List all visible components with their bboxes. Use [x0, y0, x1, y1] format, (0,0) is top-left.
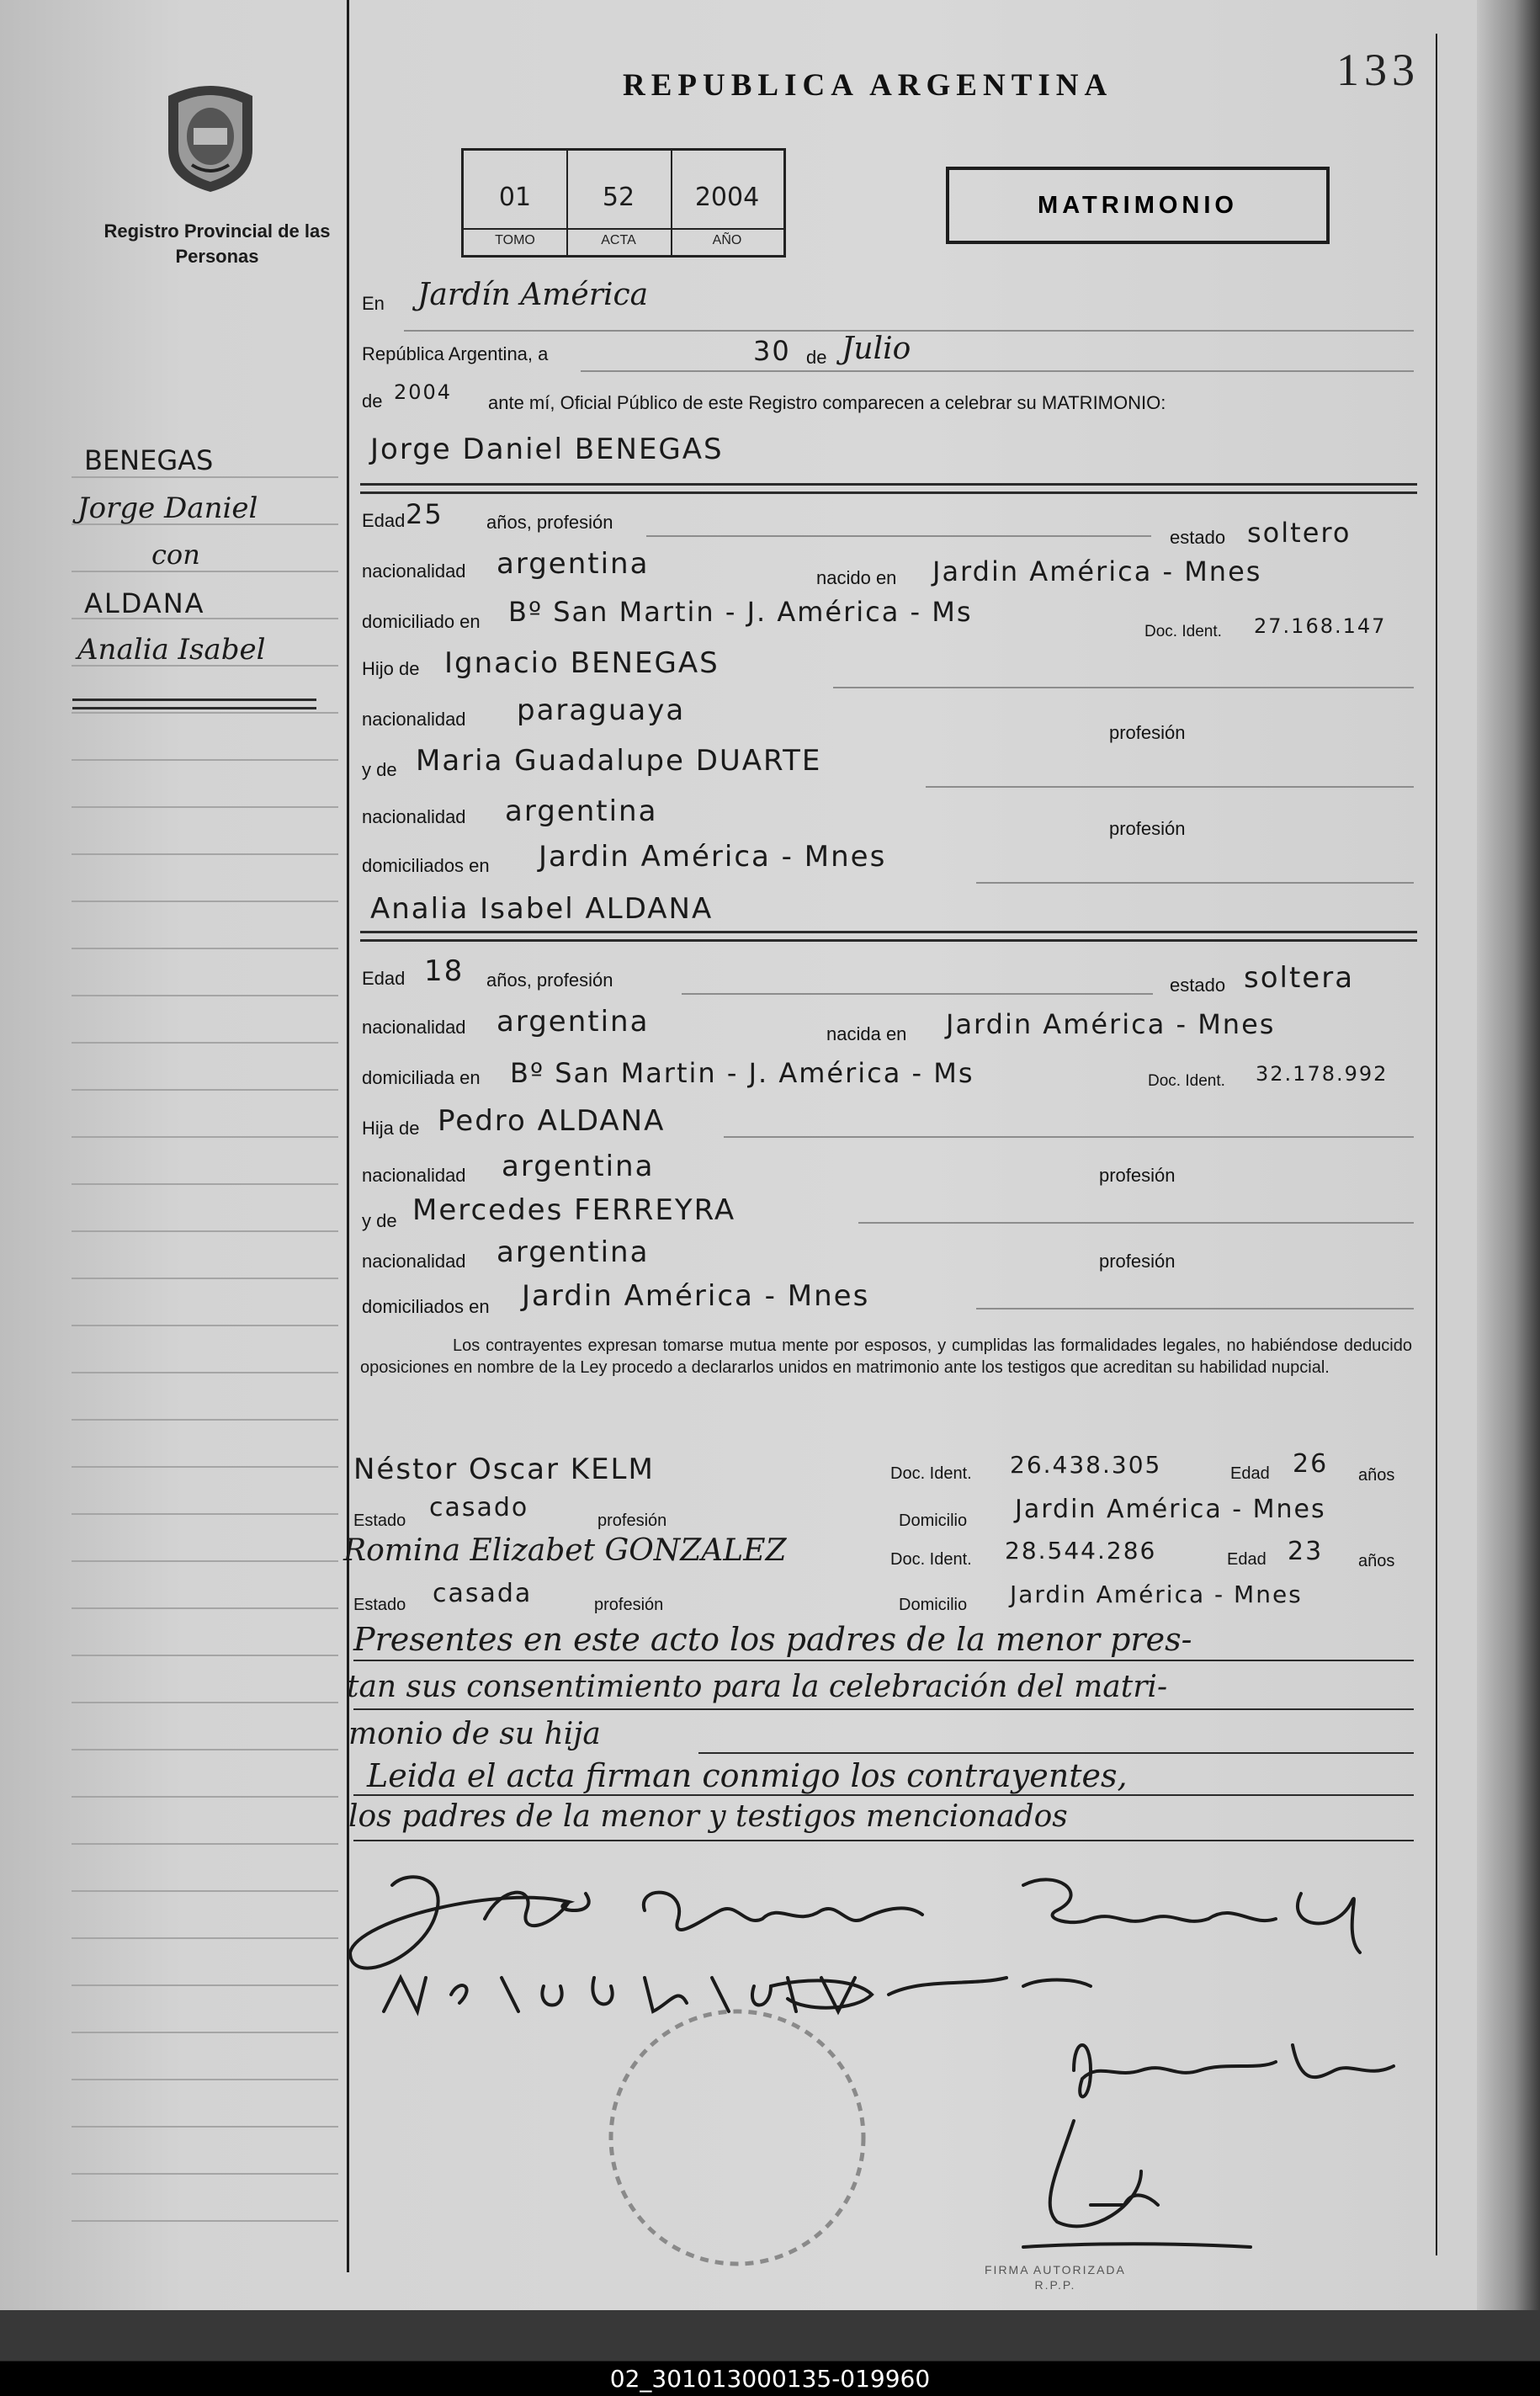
edad-label: Edad: [362, 968, 406, 989]
form-rule: [353, 1660, 1414, 1661]
bride-parents-domicile: Jardin América - Mnes: [522, 1279, 870, 1313]
stamp-footer: FIRMA AUTORIZADA R.P.P.: [985, 2263, 1126, 2292]
acta-value: 52: [602, 183, 635, 212]
record-type-box: MATRIMONIO: [946, 167, 1330, 244]
margin-rule-line: [72, 2220, 338, 2222]
margin-note-line: BENEGAS: [84, 444, 214, 476]
margin-rule-line: [72, 1796, 338, 1798]
groom-mother-name: Maria Guadalupe DUARTE: [416, 744, 822, 778]
bride-father-name: Pedro ALDANA: [438, 1104, 666, 1138]
doc-ident-label: Doc. Ident.: [890, 1550, 972, 1569]
margin-rule-line: [72, 1890, 338, 1892]
margin-rule-line: [72, 900, 338, 902]
estado-label: estado: [1170, 527, 1226, 548]
provincial-emblem-icon: [158, 77, 263, 195]
register-reference-box: [461, 148, 786, 258]
groom-doc: 27.168.147: [1254, 614, 1387, 638]
witness-1-name: Néstor Oscar KELM: [353, 1453, 655, 1486]
signature-mercedes-ferreyra: [1074, 2045, 1394, 2096]
form-rule: [833, 687, 1414, 688]
bride-doc: 32.178.992: [1256, 1062, 1389, 1086]
witness-1-domicile: Jardin América - Mnes: [1015, 1495, 1326, 1524]
groom-father-name: Ignacio BENEGAS: [444, 646, 720, 680]
bride-father-nationality: argentina: [502, 1150, 655, 1183]
margin-rule-line: [72, 712, 338, 714]
signature-area: [333, 1851, 1436, 2289]
margin-rule-line: [72, 2032, 338, 2033]
estado-label: estado: [1170, 975, 1226, 996]
margin-rule-line: [72, 1655, 338, 1656]
en-label: En: [362, 293, 385, 314]
nacionalidad-label: nacionalidad: [362, 1165, 466, 1186]
margin-rule-line: [72, 1278, 338, 1279]
form-rule: [353, 1840, 1414, 1841]
hijo-de-label: Hijo de: [362, 658, 420, 679]
declaration-text: Los contrayentes expresan tomarse mutua mente por esposos, y cumplidas las formalidades legales, no habiéndose deducido oposiciones en nombre de la Ley procedo a declararlos unidos en matrimonio ante los testigos que acreditan su habilidad nupcial.: [360, 1336, 1412, 1377]
witness-2-age: 23: [1288, 1537, 1324, 1566]
witness-1-status: casado: [429, 1493, 529, 1522]
margin-rule-line: [72, 759, 338, 761]
page-number: 133: [1336, 45, 1420, 95]
acta-label: ACTA: [566, 228, 671, 248]
form-rule: [360, 939, 1417, 942]
form-rule: [698, 1752, 1414, 1754]
nacida-en-label: nacida en: [826, 1023, 907, 1044]
anio-cell: [671, 151, 783, 255]
month-value: Julio: [842, 332, 911, 366]
republica-label: República Argentina, a: [362, 343, 549, 364]
groom-parents-domicile: Jardin América - Mnes: [539, 840, 887, 874]
note-line: monio de su hija: [348, 1717, 601, 1751]
margin-note-line: con: [151, 539, 200, 571]
margin-rule-line: [72, 571, 338, 572]
margin-rule-line: [72, 1702, 338, 1703]
groom-name: Jorge Daniel BENEGAS: [370, 433, 724, 466]
anio-value: 2004: [694, 183, 760, 212]
nacionalidad-label: nacionalidad: [362, 709, 466, 730]
bottom-shadow: [0, 2310, 1540, 2361]
form-rule: [858, 1222, 1414, 1224]
domiciliada-en-label: domiciliada en: [362, 1067, 481, 1088]
domicilio-label: Domicilio: [899, 1511, 968, 1530]
form-rule: [360, 491, 1417, 494]
estado-label: Estado: [353, 1511, 406, 1530]
margin-note-rule: [72, 699, 316, 701]
form-rule: [724, 1136, 1414, 1138]
form-rule: [976, 882, 1414, 884]
nacido-en-label: nacido en: [816, 567, 897, 588]
margin-rule-line: [72, 1984, 338, 1986]
edad-label: Edad: [1230, 1464, 1270, 1483]
form-rule: [360, 483, 1417, 486]
anio-label: AÑO: [671, 228, 783, 248]
acta-cell: [566, 151, 672, 255]
day-value: 30: [753, 335, 791, 367]
margin-rule-line: [72, 1042, 338, 1044]
domiciliados-en-label: domiciliados en: [362, 1296, 490, 1317]
groom-father-nationality: paraguaya: [517, 693, 686, 727]
witness-1-doc: 26.438.305: [1010, 1451, 1162, 1479]
bride-mother-name: Mercedes FERREYRA: [412, 1193, 736, 1227]
official-seal-icon: [611, 2011, 863, 2264]
bride-nationality: argentina: [497, 1005, 650, 1039]
signature-romina-gonzalez: [1023, 1879, 1360, 1952]
witness-2-domicile: Jardin América - Mnes: [1010, 1581, 1303, 1608]
note-line: los padres de la menor y testigos mencionados: [348, 1799, 1068, 1834]
estado-label: Estado: [353, 1596, 406, 1614]
margin-rule-line: [72, 2126, 338, 2128]
margin-rule-line: [72, 1749, 338, 1751]
margin-rule-line: [72, 476, 338, 478]
place-value: Jardín América: [417, 278, 649, 312]
profesion-label: profesión: [1099, 1165, 1176, 1186]
note-line: tan sus consentimiento para la celebración del matri-: [347, 1670, 1168, 1704]
edad-label: Edad: [362, 510, 406, 531]
nacionalidad-label: nacionalidad: [362, 560, 466, 582]
margin-rule-line: [72, 1419, 338, 1421]
margin-rule-line: [72, 1372, 338, 1373]
margin-rule-line: [72, 806, 338, 808]
groom-domicile: Bº San Martin - J. América - Ms: [508, 596, 973, 628]
domicilio-label: Domicilio: [899, 1596, 968, 1614]
de-label: de: [806, 347, 827, 368]
margin-note-rule: [72, 707, 316, 709]
profesion-label: profesión: [594, 1596, 664, 1614]
form-rule: [360, 931, 1417, 933]
nacionalidad-label: nacionalidad: [362, 1017, 466, 1038]
year-value: 2004: [394, 380, 453, 404]
groom-birthplace: Jardin América - Mnes: [932, 555, 1262, 587]
bride-name: Analia Isabel ALDANA: [370, 892, 714, 926]
margin-rule-line: [72, 1136, 338, 1138]
form-rule: [353, 1794, 1414, 1796]
groom-mother-nationality: argentina: [505, 794, 658, 828]
witness-1-age: 26: [1293, 1449, 1329, 1479]
year-label: de: [362, 390, 383, 412]
margin-rule-line: [72, 1937, 338, 1939]
margin-rule-line: [72, 2173, 338, 2175]
form-rule: [926, 786, 1414, 788]
institution-name: Registro Provincial de las Personas: [104, 220, 331, 267]
margin-note-line: Analia Isabel: [77, 633, 266, 667]
page-edge: [1477, 0, 1540, 2310]
witness-2-name: Romina Elizabet GONZALEZ: [343, 1533, 787, 1568]
profesion-label: profesión: [597, 1511, 667, 1530]
profesion-label: profesión: [1109, 722, 1186, 743]
page-title: REPUBLICA ARGENTINA: [623, 68, 1113, 103]
form-rule: [646, 535, 1151, 537]
signature-pedro-aldana: [771, 1978, 1091, 2008]
bride-age: 18: [424, 954, 465, 988]
margin-rule-line: [72, 2079, 338, 2080]
anios-label: años: [1358, 1552, 1395, 1570]
hija-de-label: Hija de: [362, 1118, 420, 1139]
profesion-label: profesión: [1109, 818, 1186, 839]
margin-rule-line: [72, 1607, 338, 1609]
domiciliados-en-label: domiciliados en: [362, 855, 490, 876]
margin-rule-line: [72, 1560, 338, 1562]
groom-age: 25: [406, 498, 443, 530]
signature-benegas: [350, 1877, 589, 1968]
margin-rule-line: [72, 1325, 338, 1326]
margin-note-line: Jorge Daniel: [77, 491, 258, 525]
doc-ident-label: Doc. Ident.: [1148, 1072, 1225, 1090]
margin-rule-line: [72, 1089, 338, 1091]
margin-rule-line: [72, 995, 338, 996]
margin-rule-line: [72, 853, 338, 855]
bride-domicile: Bº San Martin - J. América - Ms: [510, 1057, 974, 1089]
note-line: Presentes en este acto los padres de la menor pres-: [353, 1621, 1192, 1658]
doc-ident-label: Doc. Ident.: [1144, 623, 1222, 640]
anios-profesion-label: años, profesión: [486, 970, 613, 991]
tomo-label: TOMO: [464, 228, 566, 248]
groom-status: soltero: [1247, 517, 1351, 549]
anios-profesion-label: años, profesión: [486, 512, 613, 533]
margin-rule-line: [72, 1183, 338, 1185]
margin-rule-line: [72, 1466, 338, 1468]
bride-birthplace: Jardin América - Mnes: [946, 1008, 1276, 1040]
form-rule: [581, 370, 1414, 372]
statement-text: ante mí, Oficial Público de este Registro comparecen a celebrar su MATRIMONIO:: [488, 392, 1166, 413]
file-caption: 02_301013000135-019960: [0, 2361, 1540, 2396]
margin-note-line: ALDANA: [84, 587, 205, 619]
signature-aldana-analia: [644, 1893, 922, 1930]
anios-label: años: [1358, 1466, 1395, 1485]
form-rule: [353, 1708, 1414, 1710]
form-rule: [976, 1308, 1414, 1310]
profesion-label: profesión: [1099, 1251, 1176, 1272]
tomo-cell: [464, 151, 568, 255]
margin-rule-line: [72, 948, 338, 949]
nacionalidad-label: nacionalidad: [362, 1251, 466, 1272]
y-de-label: y de: [362, 759, 397, 780]
margin-rule-line: [72, 1513, 338, 1515]
witness-2-doc: 28.544.286: [1005, 1537, 1157, 1565]
margin-rule-line: [72, 1230, 338, 1232]
margin-rule-line: [72, 1843, 338, 1845]
nacionalidad-label: nacionalidad: [362, 806, 466, 827]
note-line: Leida el acta firman conmigo los contrayentes,: [367, 1757, 1128, 1794]
form-rule: [682, 993, 1153, 995]
bride-mother-nationality: argentina: [497, 1235, 650, 1269]
doc-ident-label: Doc. Ident.: [890, 1464, 972, 1483]
groom-nationality: argentina: [497, 547, 650, 581]
bride-status: soltera: [1244, 961, 1355, 995]
domiciliado-en-label: domiciliado en: [362, 611, 481, 632]
signature-official: [1023, 2121, 1251, 2247]
edad-label: Edad: [1227, 1550, 1267, 1569]
y-de-label: y de: [362, 1210, 397, 1231]
right-border: [1436, 34, 1437, 2255]
witness-2-status: casada: [433, 1579, 533, 1608]
tomo-value: 01: [498, 183, 532, 212]
